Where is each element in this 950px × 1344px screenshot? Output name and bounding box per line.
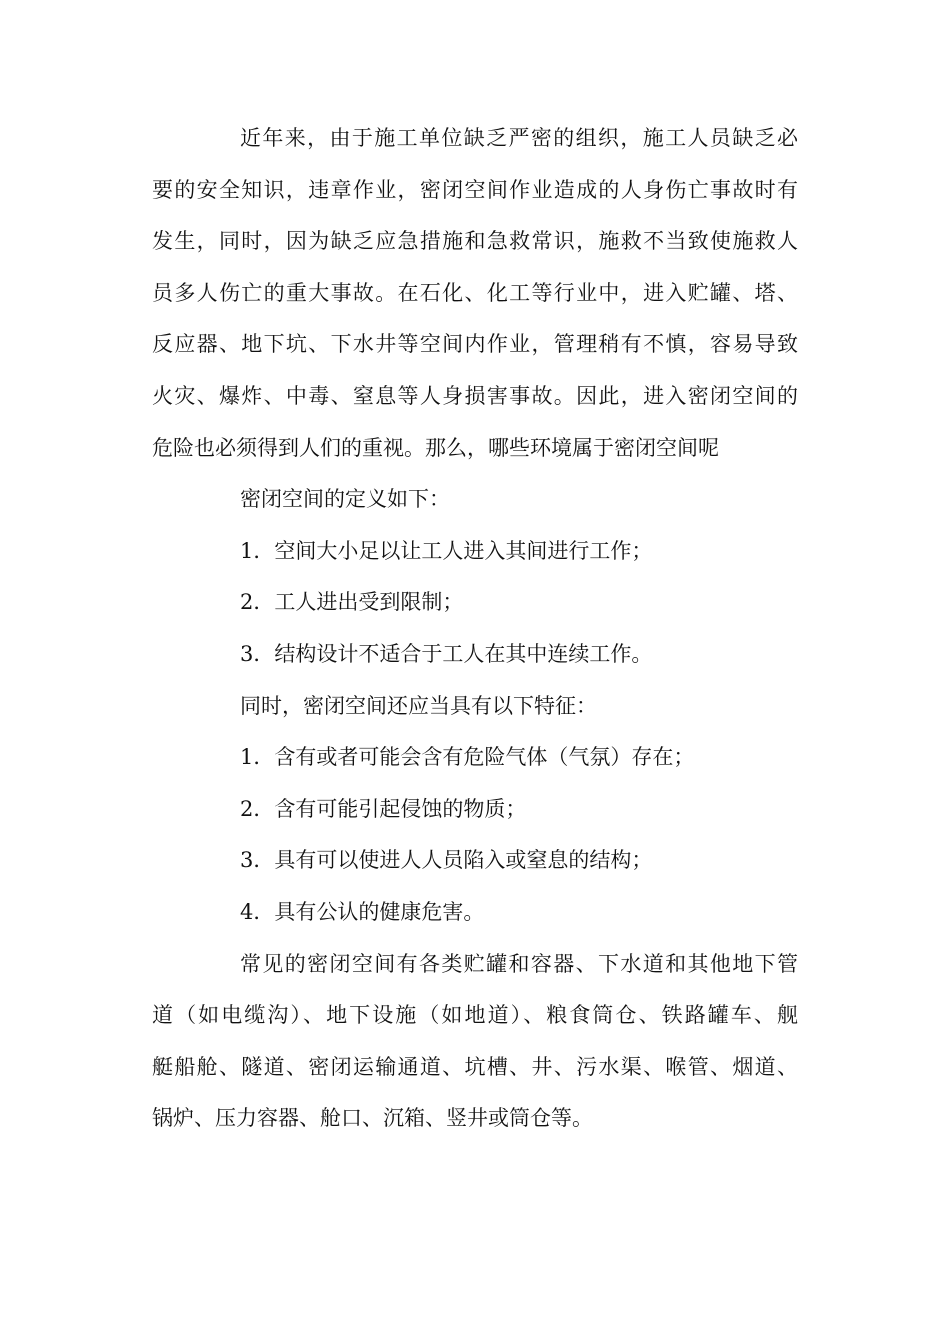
features-section xyxy=(152,681,798,939)
paragraph-line: 道（如电缆沟）、地下设施（如地道）、粮食筒仓、铁路罐车、舰 xyxy=(152,1003,798,1028)
list-item: 2．工人进出受到限制； xyxy=(240,590,464,615)
list-item: 1．含有或者可能会含有危险气体（气氛）存在； xyxy=(240,745,695,770)
paragraph-line: 员多人伤亡的重大事故。在石化、化工等行业中，进入贮罐、塔、 xyxy=(152,280,798,305)
paragraph-line: 发生，同时，因为缺乏应急措施和急救常识，施救不当致使施救人 xyxy=(152,229,798,254)
paragraph-line: 常见的密闭空间有各类贮罐和容器、下水道和其他地下管 xyxy=(240,951,798,976)
examples-paragraph xyxy=(152,939,798,1145)
list-item: 3．结构设计不适合于工人在其中连续工作。 xyxy=(240,641,653,666)
paragraph-line: 锅炉、压力容器、舱口、沉箱、竖井或筒仓等。 xyxy=(152,1106,593,1131)
list-item: 3．具有可以使进人人员陷入或窒息的结构； xyxy=(240,848,653,873)
list-item: 4．具有公认的健康危害。 xyxy=(240,899,485,924)
features-heading: 同时，密闭空间还应当具有以下特征： xyxy=(240,693,597,718)
paragraph-line: 危险也必须得到人们的重视。那么，哪些环境属于密闭空间呢 xyxy=(152,435,719,460)
document-body xyxy=(152,113,798,1145)
list-item: 2．含有可能引起侵蚀的物质； xyxy=(240,796,527,821)
paragraph-line: 反应器、地下坑、下水井等空间内作业，管理稍有不慎，容易导致 xyxy=(152,332,798,357)
definition-heading: 密闭空间的定义如下： xyxy=(240,487,450,512)
paragraph-line: 艇船舱、隧道、密闭运输通道、坑槽、井、污水渠、喉管、烟道、 xyxy=(152,1054,798,1079)
definition-section xyxy=(152,474,798,680)
paragraph-line: 近年来，由于施工单位缺乏严密的组织，施工人员缺乏必 xyxy=(240,126,798,150)
intro-paragraph xyxy=(152,113,798,474)
paragraph-line: 要的安全知识，违章作业，密闭空间作业造成的人身伤亡事故时有 xyxy=(152,177,798,202)
paragraph-line: 火灾、爆炸、中毒、窒息等人身损害事故。因此，进入密闭空间的 xyxy=(152,383,798,408)
list-item: 1．空间大小足以让工人进入其间进行工作； xyxy=(240,538,653,563)
